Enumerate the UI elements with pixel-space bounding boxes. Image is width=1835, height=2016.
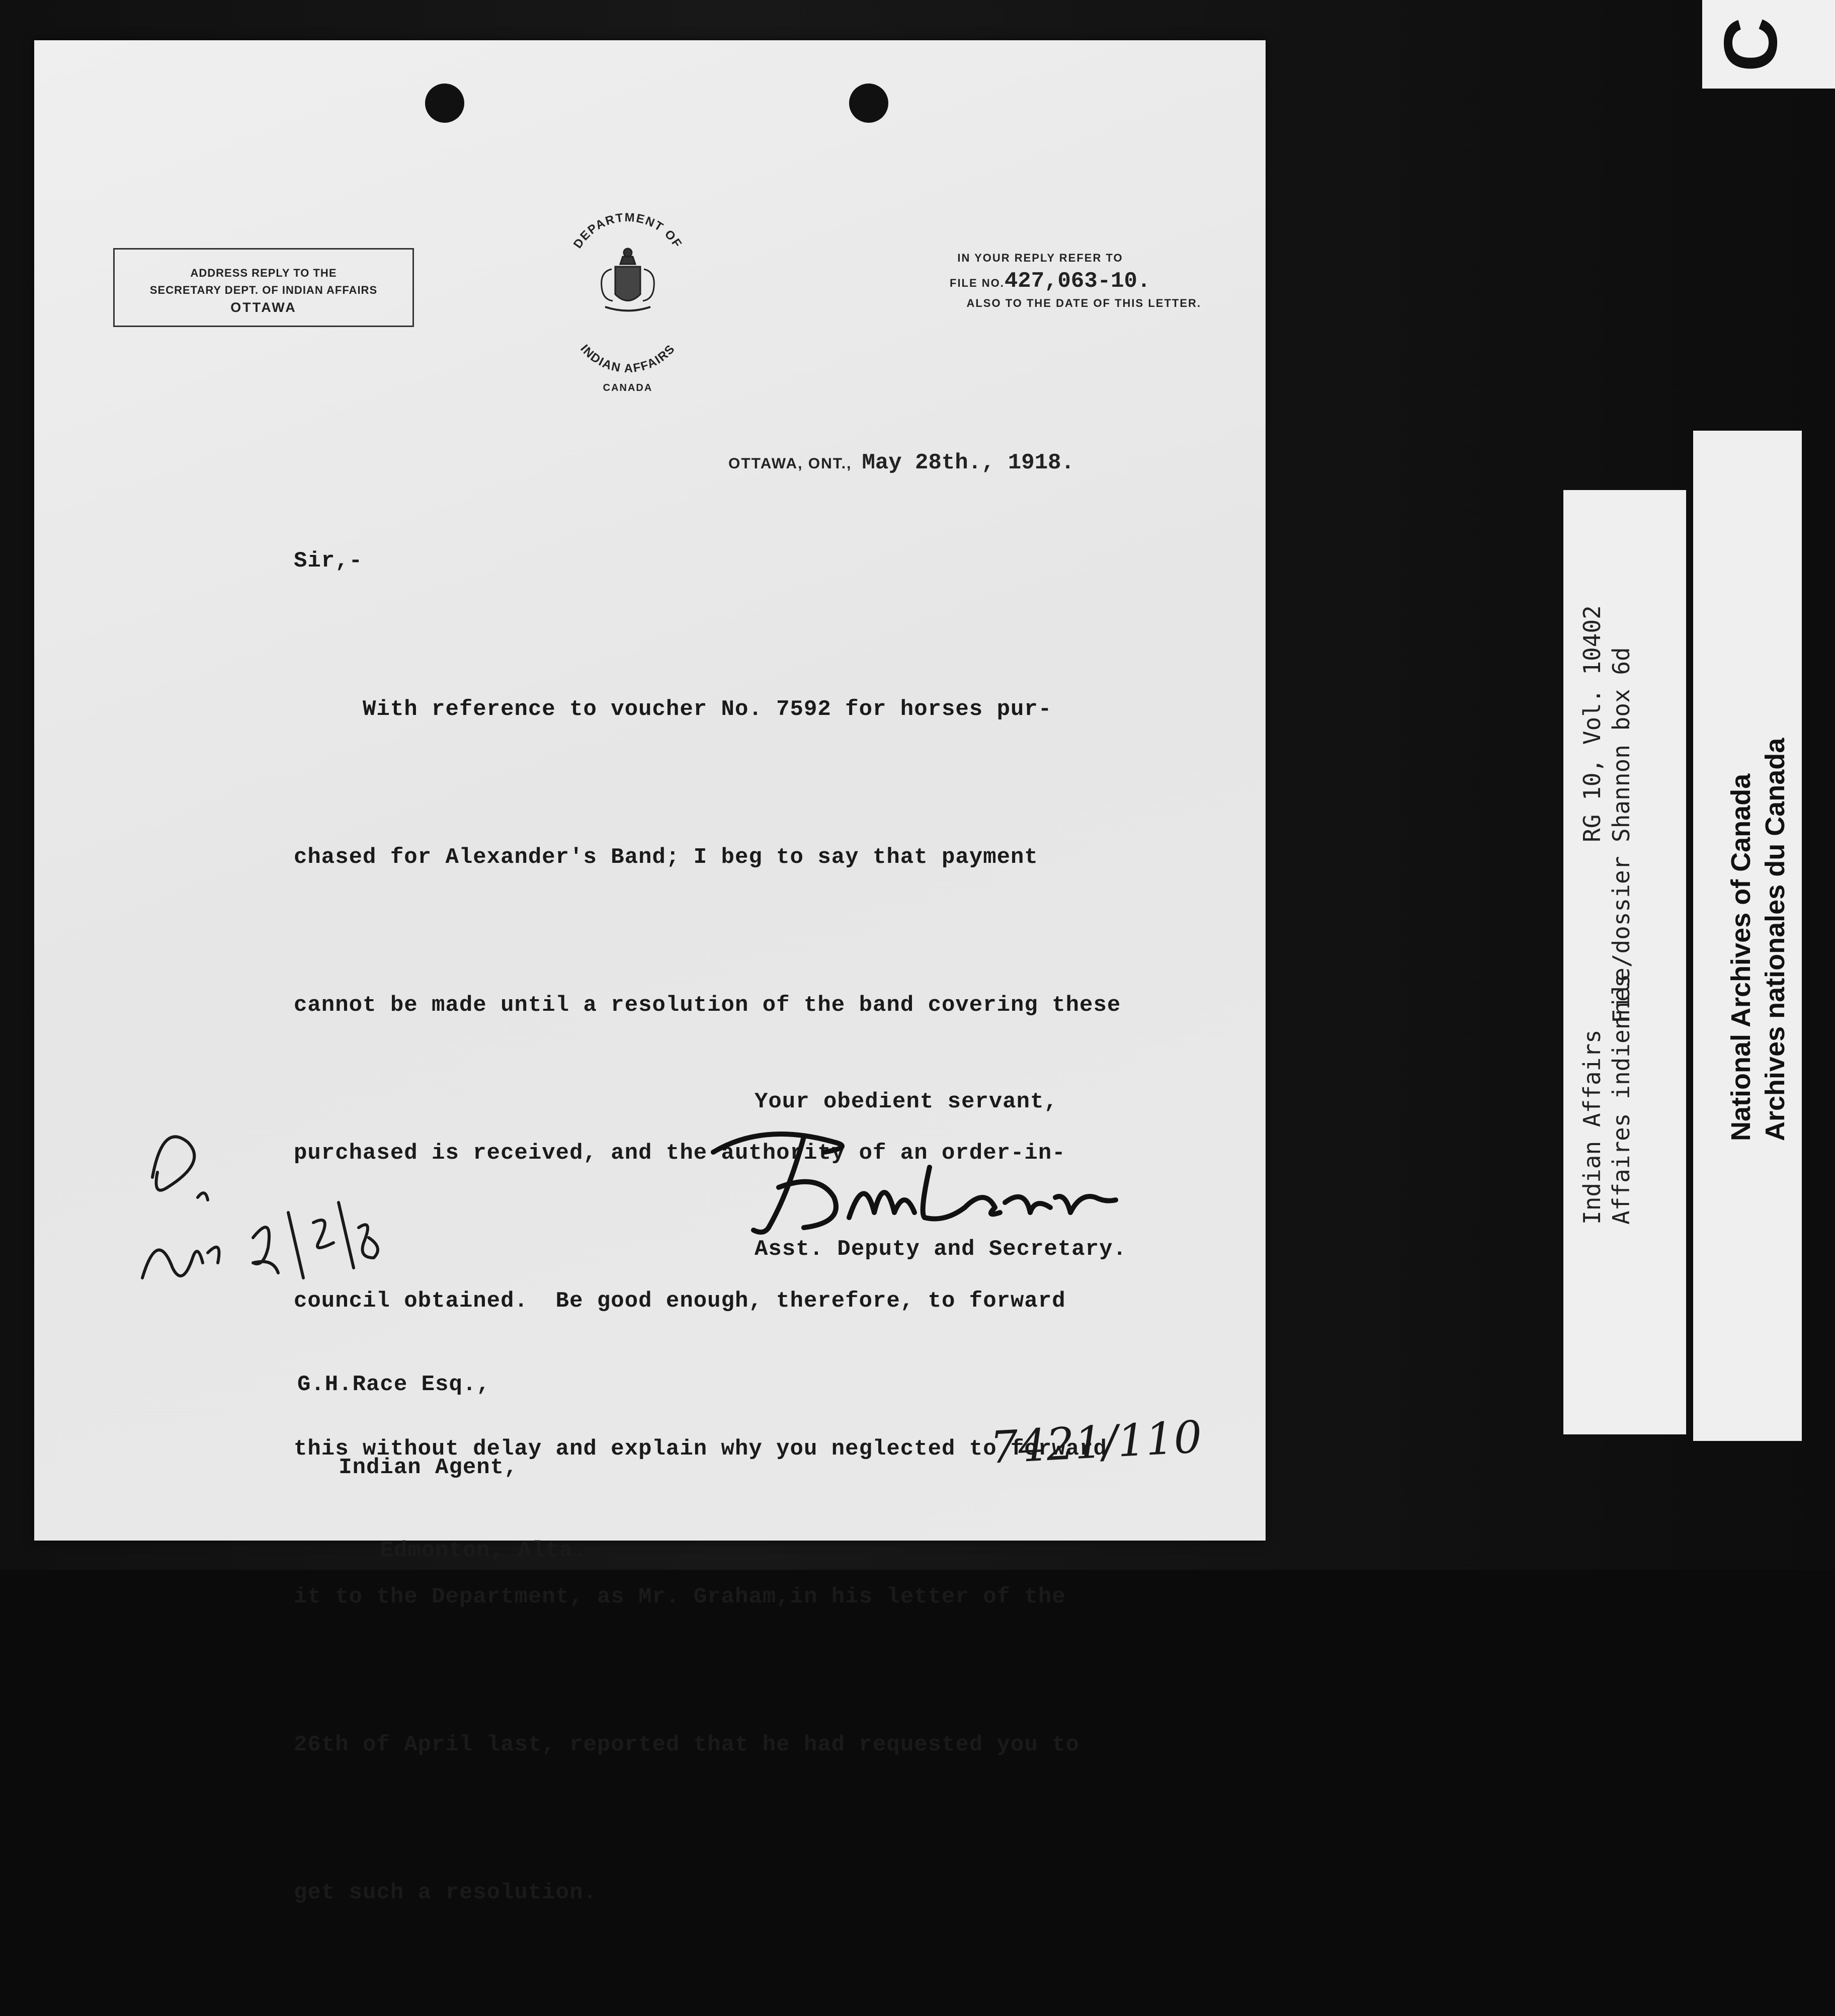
label-file-dossier: File/dossier Shannon box 6d — [1608, 647, 1635, 1023]
label-national-archives: National Archives of Canada — [1726, 773, 1756, 1141]
also-date-label: ALSO TO THE DATE OF THIS LETTER. — [966, 297, 1201, 309]
letter-page — [34, 40, 1266, 1905]
file-number-line — [834, 269, 1216, 294]
archive-file-label — [1563, 490, 1686, 1434]
file-number: 427,063-10. — [1004, 269, 1151, 294]
addressee-line: Indian Agent, — [297, 1455, 518, 1480]
signatory-title: Asst. Deputy and Secretary. — [755, 1237, 1127, 1262]
address-reply-box — [113, 248, 414, 327]
body-line: 26th of April last, reported that he had requested you to — [294, 1732, 1080, 1757]
corner-tab — [1702, 0, 1835, 89]
label-archives-nationales: Archives nationales du Canada — [1760, 738, 1790, 1141]
dateline — [728, 450, 1074, 475]
body-line: cannot be made until a resolution of the band covering these — [294, 993, 1121, 1018]
addressee-line: Edmonton, Alta. — [297, 1538, 587, 1563]
file-label: FILE NO. — [950, 277, 1005, 289]
reply-refer-label: IN YOUR REPLY REFER TO — [957, 252, 1123, 264]
addressee-block — [297, 1316, 587, 1620]
coat-of-arms-icon — [552, 211, 703, 382]
body-line: get such a resolution. — [294, 1880, 597, 1905]
address-reply-line-3: OTTAWA — [230, 300, 297, 315]
body-line: chased for Alexander's Band; I beg to say that payment — [294, 845, 1038, 870]
crest-arc-bottom: INDIAN AFFAIRS — [577, 342, 678, 376]
dateline-date: May 28th., 1918. — [862, 450, 1074, 475]
label-indian-affairs: Indian Affairs — [1578, 1029, 1606, 1225]
closing: Your obedient servant, — [755, 1089, 1058, 1114]
body-line: council obtained. Be good enough, therefore, to forward — [294, 1288, 1066, 1314]
punch-hole-left — [425, 84, 464, 123]
body-line: purchased is received, and the authority of an order-in- — [294, 1141, 1066, 1166]
body-line: it to the Department, as Mr. Graham,in his letter of the — [294, 1584, 1066, 1609]
archive-institution-label — [1693, 431, 1802, 1441]
address-reply-line-2: SECRETARY DEPT. OF INDIAN AFFAIRS — [149, 284, 378, 296]
punch-hole-right — [849, 84, 888, 123]
crest-country: CANADA — [603, 382, 653, 393]
salutation: Sir,- — [294, 548, 363, 574]
reply-reference-block — [834, 252, 1216, 310]
crest-arc-top: DEPARTMENT OF — [570, 211, 685, 251]
label-rg-volume: RG 10, Vol. 10402 — [1578, 605, 1606, 842]
corner-glyph: C — [1708, 17, 1793, 72]
body-line: With reference to voucher No. 7592 for horses pur- — [294, 697, 1052, 722]
handwritten-signature — [703, 1112, 1156, 1243]
dateline-place: OTTAWA, ONT., — [728, 455, 852, 472]
handwritten-margin-note — [122, 1112, 384, 1323]
body-line: this without delay and explain why you neglected to forward — [294, 1436, 1107, 1462]
label-affaires-indiennes: Affaires indiennes — [1608, 974, 1635, 1225]
department-crest — [552, 211, 703, 402]
address-reply-line-1: ADDRESS REPLY TO THE — [190, 267, 337, 279]
letter-body — [294, 586, 1121, 2016]
handwritten-reference: 7421/110 — [988, 1411, 1203, 1474]
addressee-line: G.H.Race Esq., — [297, 1372, 490, 1397]
